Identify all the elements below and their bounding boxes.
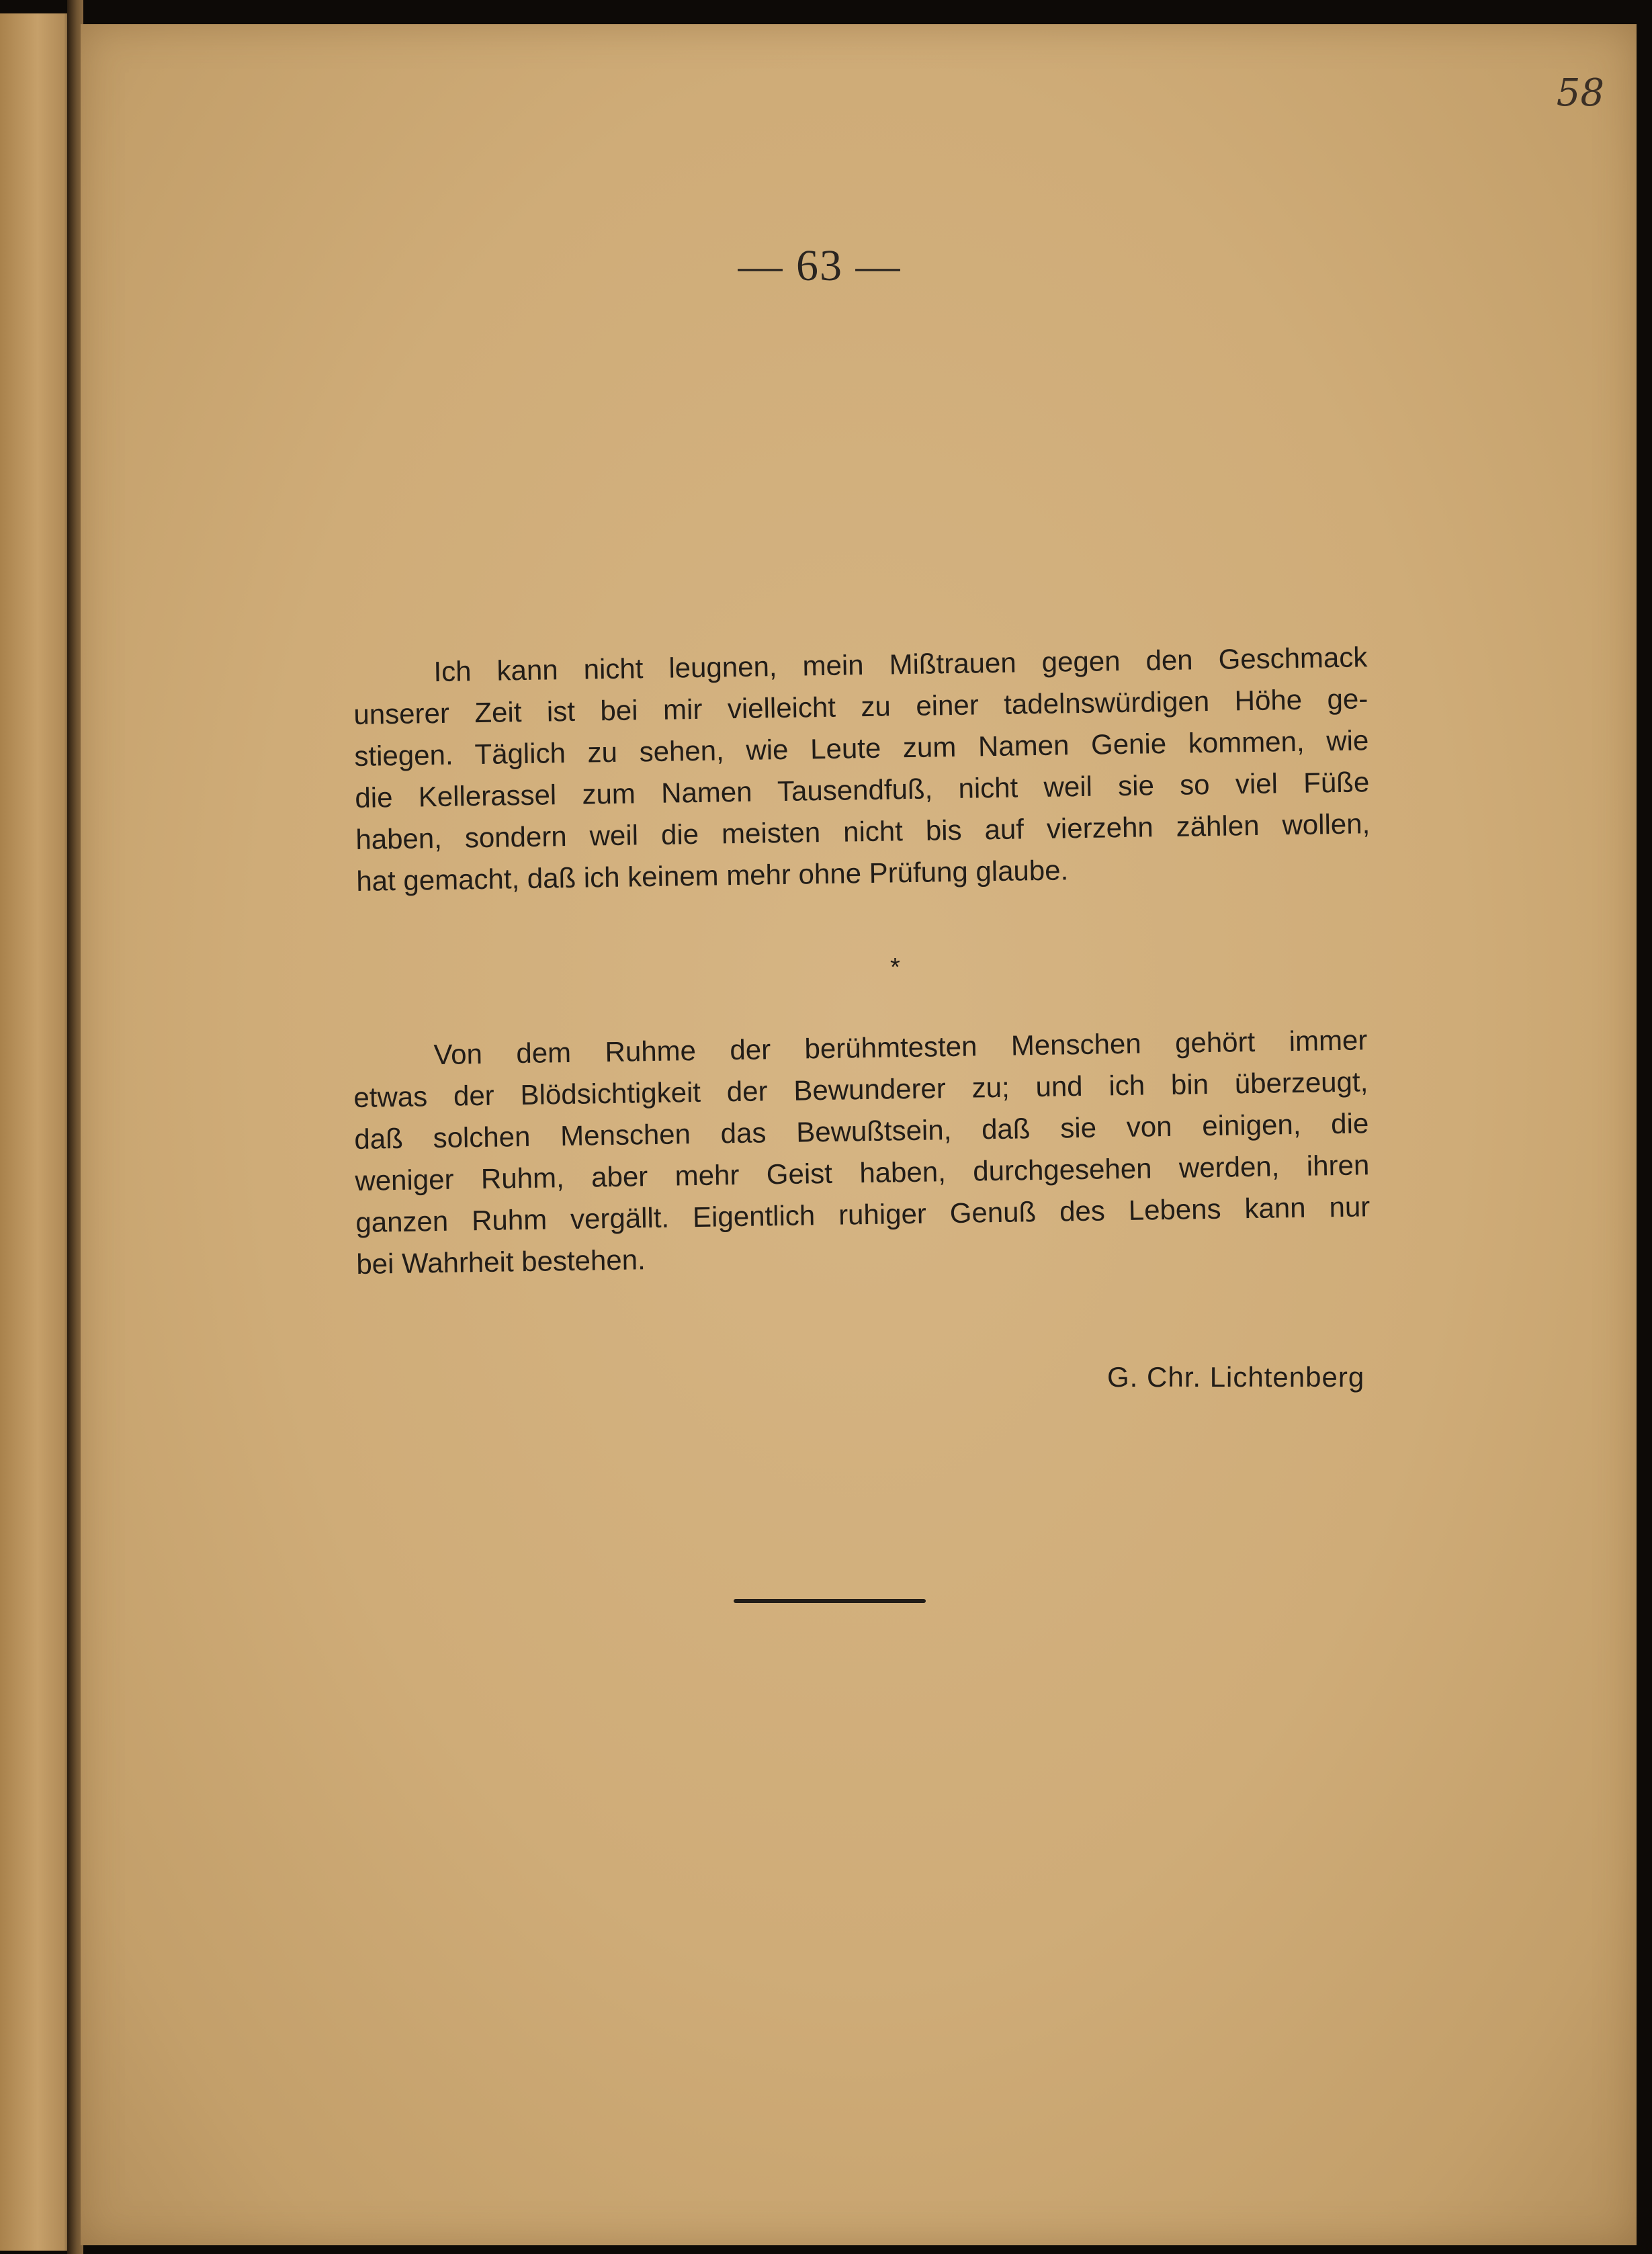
facing-page-edge (0, 13, 75, 2251)
paragraph-line: Ich kann nicht leugnen, mein Mißtrauen gegen den Geschmack (433, 641, 1368, 688)
paragraph-line: stiegen. Täglich zu sehen, wie Leute zum Namen Genie kommen, wie (354, 724, 1369, 772)
paragraph-line: etwas der Blödsichtigkeit der Bewunderer zu; und ich bin überzeugt, (353, 1066, 1368, 1113)
paragraph-line: unserer Zeit ist bei mir vielleicht zu einer tadelnswürdigen Höhe ge- (353, 683, 1368, 730)
author-signature: G. Chr. Lichtenberg (1107, 1361, 1365, 1393)
aphorism-paragraph-2 (353, 1019, 1371, 1285)
paragraph-line: hat gemacht, daß ich keinem mehr ohne Prüfung glaube. (355, 854, 1069, 897)
aphorism-paragraph-1 (353, 636, 1371, 902)
paragraph-line: haben, sondern weil die meisten nicht bis auf vierzehn zählen wollen, (355, 808, 1371, 855)
handwritten-folio-number: 58 (1556, 71, 1604, 115)
paragraph-line: die Kellerassel zum Namen Tausendfuß, nicht weil sie so viel Füße (355, 766, 1370, 814)
asterisk-separator: * (890, 953, 900, 982)
closing-rule (734, 1599, 926, 1603)
book-page (81, 24, 1637, 2245)
page-number: — 63 — (738, 241, 902, 290)
paragraph-line: ganzen Ruhm vergällt. Eigentlich ruhiger Genuß des Lebens kann nur (355, 1190, 1371, 1238)
paragraph-line: daß solchen Menschen das Bewußtsein, daß sie von einigen, die (354, 1107, 1369, 1155)
paragraph-line: weniger Ruhm, aber mehr Geist haben, durchgesehen werden, ihren (355, 1149, 1370, 1197)
paragraph-line: bei Wahrheit bestehen. (355, 1244, 646, 1280)
paragraph-line: Von dem Ruhme der berühmtesten Menschen gehört immer (433, 1024, 1368, 1071)
